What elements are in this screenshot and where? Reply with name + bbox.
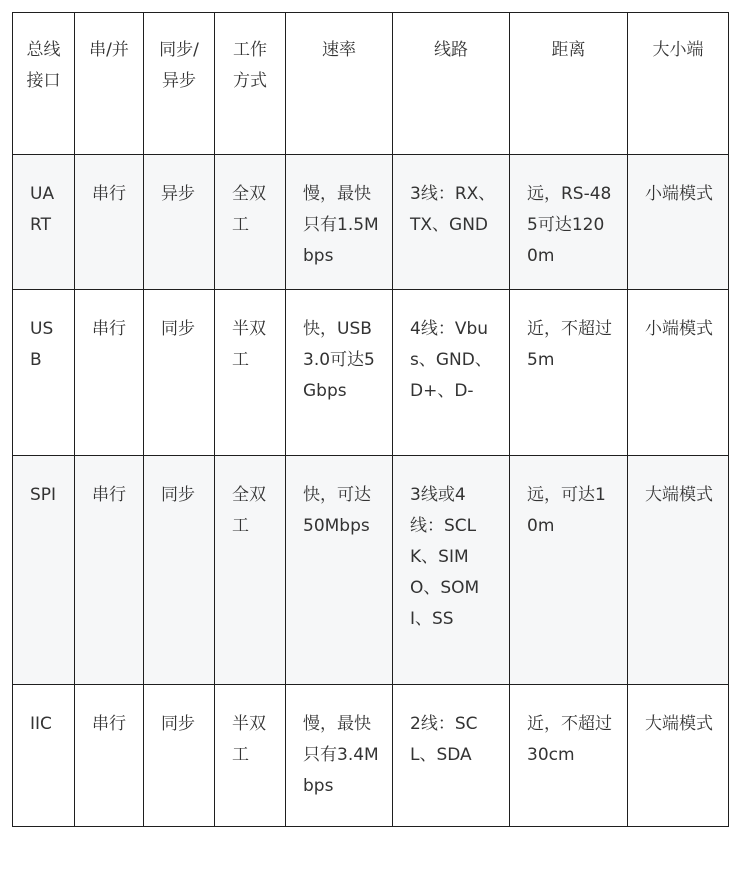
cell-bus-interface: IIC: [13, 685, 75, 827]
cell-distance: 近，不超过30cm: [510, 685, 628, 827]
cell-work-mode: 半双工: [215, 290, 286, 456]
cell-bus-interface: SPI: [13, 456, 75, 685]
cell-rate: 慢，最快只有1.5Mbps: [286, 155, 393, 290]
cell-distance: 远，RS-485可达1200m: [510, 155, 628, 290]
cell-bus-interface: UART: [13, 155, 75, 290]
cell-lines: 4线：Vbus、GND、D+、D-: [393, 290, 510, 456]
table-row-spi: [13, 456, 729, 685]
cell-bus-interface: USB: [13, 290, 75, 456]
header-serial-parallel: 串/并: [75, 13, 144, 155]
bus-interface-comparison-table: [12, 12, 729, 827]
header-distance: 距离: [510, 13, 628, 155]
cell-sync-async: 同步: [144, 685, 215, 827]
header-bus-interface: 总线接口: [13, 13, 75, 155]
cell-sync-async: 异步: [144, 155, 215, 290]
header-work-mode: 工作方式: [215, 13, 286, 155]
cell-work-mode: 半双工: [215, 685, 286, 827]
cell-serial-parallel: 串行: [75, 456, 144, 685]
header-rate: 速率: [286, 13, 393, 155]
cell-endianness: 小端模式: [628, 155, 729, 290]
table-row-usb: [13, 290, 729, 456]
cell-lines: 2线：SCL、SDA: [393, 685, 510, 827]
cell-lines: 3线：RX、TX、GND: [393, 155, 510, 290]
header-row: [13, 13, 729, 155]
cell-endianness: 大端模式: [628, 685, 729, 827]
cell-rate: 慢，最快只有3.4Mbps: [286, 685, 393, 827]
cell-sync-async: 同步: [144, 290, 215, 456]
cell-distance: 近，不超过5m: [510, 290, 628, 456]
cell-serial-parallel: 串行: [75, 155, 144, 290]
table-row-uart: [13, 155, 729, 290]
cell-serial-parallel: 串行: [75, 290, 144, 456]
header-endianness: 大小端: [628, 13, 729, 155]
cell-serial-parallel: 串行: [75, 685, 144, 827]
cell-work-mode: 全双工: [215, 456, 286, 685]
table-row-iic: [13, 685, 729, 827]
cell-work-mode: 全双工: [215, 155, 286, 290]
header-sync-async: 同步/异步: [144, 13, 215, 155]
cell-rate: 快，可达50Mbps: [286, 456, 393, 685]
cell-lines: 3线或4线：SCLK、SIMO、SOMI、SS: [393, 456, 510, 685]
cell-endianness: 大端模式: [628, 456, 729, 685]
cell-endianness: 小端模式: [628, 290, 729, 456]
cell-distance: 远，可达10m: [510, 456, 628, 685]
header-lines: 线路: [393, 13, 510, 155]
cell-sync-async: 同步: [144, 456, 215, 685]
cell-rate: 快，USB3.0可达5Gbps: [286, 290, 393, 456]
